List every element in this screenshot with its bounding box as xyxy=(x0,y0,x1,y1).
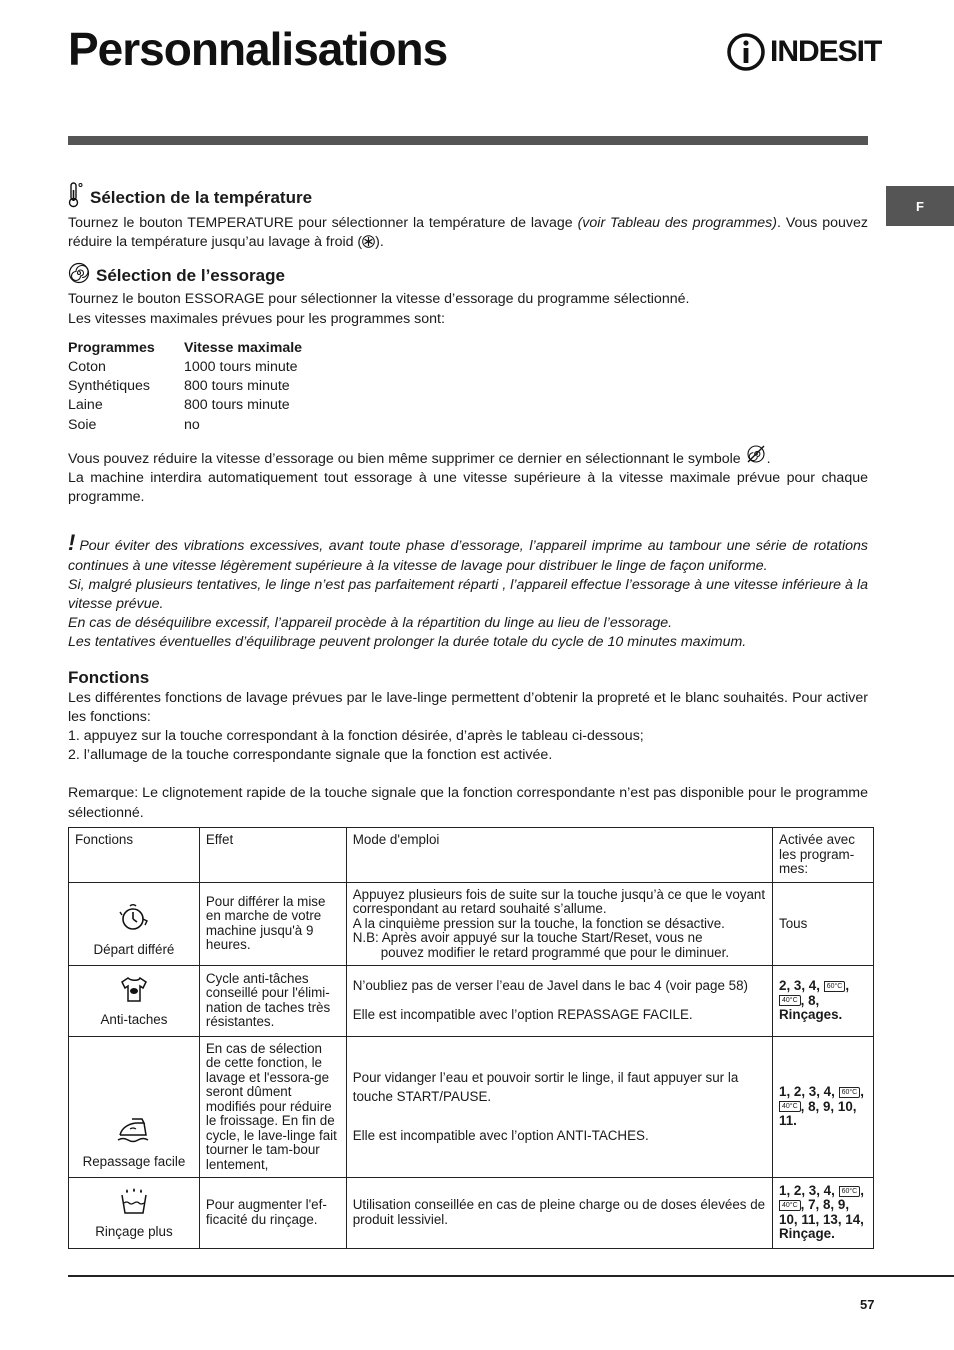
functions-table-header xyxy=(69,828,874,883)
function-name: Anti-taches xyxy=(100,1012,168,1027)
speed-program: Soie xyxy=(68,416,97,433)
stain-shirt-icon xyxy=(120,975,148,1003)
top-divider-bar xyxy=(68,136,868,145)
main-content xyxy=(68,182,868,823)
mode-line: N’oubliez pas de verser l’eau de Javel dans le bac 4 (voir page 58) xyxy=(352,978,748,994)
temp-40-badge: 40°C xyxy=(779,1101,801,1112)
table-row xyxy=(68,416,302,435)
spin-reduce-text-end: . xyxy=(766,450,771,467)
footer-divider xyxy=(68,1275,954,1277)
function-programs: 1, 2, 3, 4, 60°C , 40°C , 8, 9, 10, 11. xyxy=(773,1036,874,1178)
temperature-text-b: . Vous pouvez réduire la température jusqu’au lavage à froid ( xyxy=(68,215,868,251)
function-effect: Pour augmenter l'ef-ficacité du rinçage. xyxy=(199,1178,346,1249)
programs-text: 1, 2, 3, 4, xyxy=(779,1084,839,1099)
warning-note xyxy=(68,530,868,652)
spin-reduce-text-a: Vous pouvez réduire la vitesse d’essorage ou bien même supprimer ce dernier en sélectionnant le symbole xyxy=(68,450,745,467)
programs-text: , 7, 8, 9, 10, 11, 13, 14, xyxy=(779,1197,864,1227)
header-programmes: Activée avec les program-mes: xyxy=(773,828,874,883)
page-title: Personnalisations xyxy=(68,23,448,75)
indesit-info-icon xyxy=(726,32,766,72)
mode-line: N.B: Après avoir appuyé sur la touche Start/Reset, vous ne xyxy=(352,930,703,945)
mode-line: pouvez modifier le retard programmé que pour le diminuer. xyxy=(380,944,730,960)
delay-timer-icon xyxy=(117,903,151,933)
function-cell xyxy=(69,882,200,966)
temperature-text xyxy=(68,214,868,252)
speed-value: no xyxy=(184,416,200,433)
function-name: Rinçage plus xyxy=(95,1224,173,1239)
function-mode xyxy=(346,1036,772,1178)
table-row xyxy=(69,1178,874,1249)
warning-text-1: Pour éviter des vibrations excessives, avant toute phase d’essorage, l’appareil imprime au tambour une série de rotations continues à une vitesse légèrement supérieure à la vitesse de lavage pour distribuer le linge de façon uniforme. xyxy=(68,538,868,574)
header-mode-emploi: Mode d'emploi xyxy=(346,828,772,883)
table-row xyxy=(69,882,874,966)
function-name: Départ différé xyxy=(93,941,175,957)
speed-value: 800 tours minute xyxy=(184,397,290,414)
spin-line-1: Tournez le bouton ESSORAGE pour sélectionner la vitesse d’essorage du programme sélectionné. xyxy=(68,291,690,308)
function-cell xyxy=(69,1036,200,1178)
mode-line: Appuyez plusieurs fois de suite sur la touche jusqu’à ce que le voyant correspondant au retard souhaité s’allume. xyxy=(352,886,766,916)
temperature-text-c: ). xyxy=(375,234,384,251)
speed-header-programmes: Programmes xyxy=(68,339,155,356)
temp-40-badge: 40°C xyxy=(779,995,801,1006)
temperature-text-italic: (voir Tableau des programmes) xyxy=(577,215,777,231)
header-fonctions: Fonctions xyxy=(69,828,200,883)
function-programs: Tous xyxy=(773,882,874,966)
spin-heading xyxy=(68,262,868,290)
page-number: 57 xyxy=(860,1297,875,1312)
speed-program: Coton xyxy=(68,359,106,376)
spin-line-2: Les vitesses maximales prévues pour les programmes sont: xyxy=(68,310,445,327)
speed-program: Laine xyxy=(68,397,103,414)
temp-60-badge: 60°C xyxy=(839,1186,861,1197)
mode-line: Elle est incompatible avec l’option ANTI-TACHES. xyxy=(352,1128,649,1144)
table-row xyxy=(69,966,874,1037)
table-row xyxy=(68,377,302,396)
thermometer-icon xyxy=(68,182,84,214)
functions-table xyxy=(68,827,874,1249)
table-row xyxy=(68,396,302,415)
warning-icon: ! xyxy=(68,530,76,556)
speed-header-vitesse: Vitesse maximale xyxy=(184,339,303,356)
speed-program: Synthétiques xyxy=(68,378,151,395)
spin-heading-text: Sélection de l’essorage xyxy=(96,266,285,286)
spin-max-text: La machine interdira automatiquement tout essorage à une vitesse supérieure à la vitesse maximale prévue pour chaque programme. xyxy=(68,470,868,506)
no-spin-icon xyxy=(745,443,767,465)
functions-section xyxy=(68,667,868,823)
speed-value: 800 tours minute xyxy=(184,378,290,395)
function-cell xyxy=(69,1178,200,1249)
table-row xyxy=(68,358,302,377)
programs-text: , 8, xyxy=(800,992,820,1008)
temp-60-badge: 60°C xyxy=(839,1087,861,1098)
function-name: Repassage facile xyxy=(82,1153,186,1169)
spin-spiral-icon xyxy=(68,262,90,290)
function-effect: En cas de sélection de cette fonction, le lavage et l'essora-ge seront dûment modifiés pour réduire le froissage. En fin de cycle, le lave-linge fait tourner le tam-bour lentement, xyxy=(199,1036,346,1178)
language-tab: F xyxy=(886,186,954,226)
functions-remark: Remarque: Le clignotement rapide de la touche signale que la fonction correspondante n’est pas disponible pour le programme sélectionné. xyxy=(68,785,868,821)
programs-text: 1, 2, 3, 4, xyxy=(779,1182,839,1198)
function-effect: Pour différer la mise en marche de votre machine jusqu'à 9 heures. xyxy=(199,882,346,966)
programs-text: 2, 3, 4, xyxy=(779,978,824,993)
mode-gap xyxy=(353,1106,766,1126)
mode-line: A la cinquième pression sur la touche, la fonction se désactive. xyxy=(352,915,725,931)
temperature-section xyxy=(68,182,868,252)
programs-text: Rinçage. xyxy=(779,1226,835,1242)
functions-heading: Fonctions xyxy=(68,667,150,687)
temperature-text-a: Tournez le bouton TEMPERATURE pour sélectionner la température de lavage xyxy=(68,215,578,231)
easy-iron-icon xyxy=(116,1115,152,1145)
temp-60-badge: 60°C xyxy=(824,981,846,992)
function-mode xyxy=(346,882,772,966)
speed-value: 1000 tours minute xyxy=(184,359,298,376)
functions-step-1: 1. appuyez sur la touche correspondant à la fonction désirée, d’après le tableau ci-dessous; xyxy=(68,728,644,745)
warning-paragraph-4: Les tentatives éventuelles d’équilibrage peuvent prolonger la durée totale du cycle de 10 minutes maximum. xyxy=(68,634,747,651)
warning-paragraph-3: En cas de déséquilibre excessif, l’appareil procède à la répartition du linge au lieu de l’essorage. xyxy=(68,615,673,632)
mode-line: Elle est incompatible avec l’option REPASSAGE FACILE. xyxy=(352,1006,693,1022)
header-effet: Effet xyxy=(199,828,346,883)
brand-name: INDESIT xyxy=(770,35,882,68)
function-programs: 1, 2, 3, 4, 60°C , 40°C , 7, 8, 9, 10, 11, 13, 14, Rinçage. xyxy=(773,1178,874,1249)
functions-step-2: 2. l’allumage de la touche correspondante signale que la fonction est activée. xyxy=(68,747,553,764)
mode-line: Pour vidanger l’eau et pouvoir sortir le linge, il faut appuyer sur la touche START/PAUSE. xyxy=(352,1070,739,1105)
spin-section xyxy=(68,262,868,507)
function-effect: Cycle anti-tâches conseillé pour l'élimi-nation de taches très résistantes. xyxy=(199,966,346,1037)
temperature-heading xyxy=(68,182,868,214)
functions-intro: Les différentes fonctions de lavage prévues par le lave-linge permettent d’obtenir la propreté et le blanc souhaités. Pour activer les fonctions: xyxy=(68,689,868,725)
cold-wash-icon xyxy=(362,235,375,248)
programs-text: Rinçages. xyxy=(779,1007,843,1022)
function-mode xyxy=(346,966,772,1037)
rinse-plus-icon xyxy=(119,1187,149,1215)
function-cell xyxy=(69,966,200,1037)
speed-table-header xyxy=(68,339,302,358)
speed-table xyxy=(68,339,302,435)
function-programs: 2, 3, 4, 60°C , 40°C , 8, Rinçages. xyxy=(773,966,874,1037)
table-row xyxy=(69,1036,874,1178)
programs-text: , 8, 9, 10, 11. xyxy=(779,1098,857,1128)
mode-gap xyxy=(353,994,766,1008)
brand-logo xyxy=(726,32,881,72)
warning-paragraph-2: Si, malgré plusieurs tentatives, le linge n’est pas parfaitement réparti , l’appareil effectue l’essorage à une vitesse inférieure à la vitesse prévue. xyxy=(68,576,868,613)
warning-paragraph-1 xyxy=(68,530,868,575)
temp-40-badge: 40°C xyxy=(779,1200,801,1211)
function-mode: Utilisation conseillée en cas de pleine charge ou de doses élevées de produit lessiviel. xyxy=(346,1178,772,1249)
temperature-heading-text: Sélection de la température xyxy=(90,188,313,207)
spin-reduce-text xyxy=(68,443,868,469)
